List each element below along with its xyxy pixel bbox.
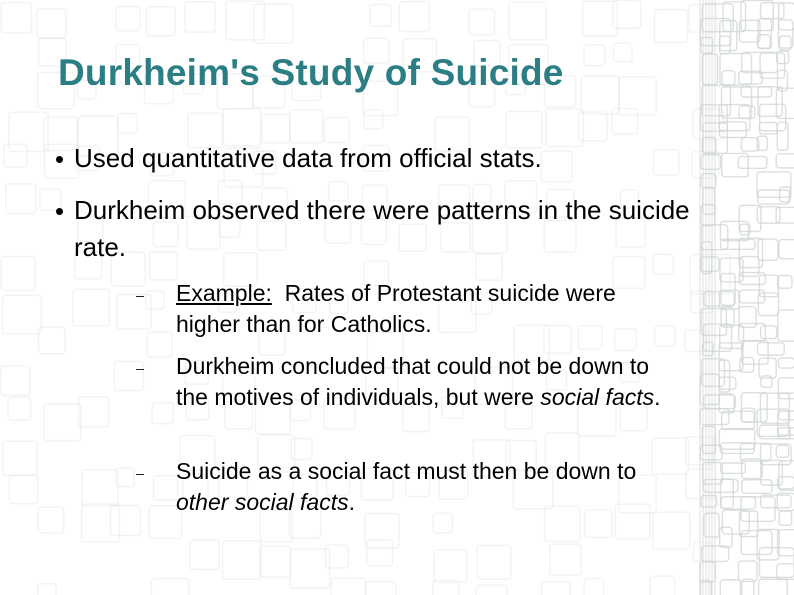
sub-bullet-dash-icon — [136, 474, 144, 475]
sub-bullet-item — [176, 456, 676, 518]
sub-bullet-tail: . — [348, 489, 355, 515]
sub-bullet-dash-icon — [136, 296, 144, 297]
sub-bullet-dash-icon — [136, 369, 144, 370]
sub-bullet-text: Suicide as a social fact must then be down to — [176, 458, 637, 484]
sub-bullet-text: Durkheim concluded that could not be down to the motives of individuals, but were — [176, 353, 650, 410]
example-label: Example: — [176, 280, 272, 306]
emphasis-text: other social facts — [176, 489, 349, 515]
slide-title: Durkheim's Study of Suicide — [58, 52, 564, 93]
sub-bullet-text: Rates of Protestant suicide were higher than for Catholics. — [176, 280, 623, 337]
sub-bullet-item — [176, 351, 676, 413]
bullet-dot-icon — [56, 208, 63, 215]
bullet-dot-icon — [56, 156, 63, 163]
sub-bullet-item — [176, 278, 676, 340]
bullet-item: Durkheim observed there were patterns in the suicide rate. — [74, 195, 690, 262]
sub-bullet-tail: . — [654, 384, 661, 410]
bullet-item: Used quantitative data from official stats. — [74, 143, 542, 173]
emphasis-text: social facts — [540, 384, 655, 410]
